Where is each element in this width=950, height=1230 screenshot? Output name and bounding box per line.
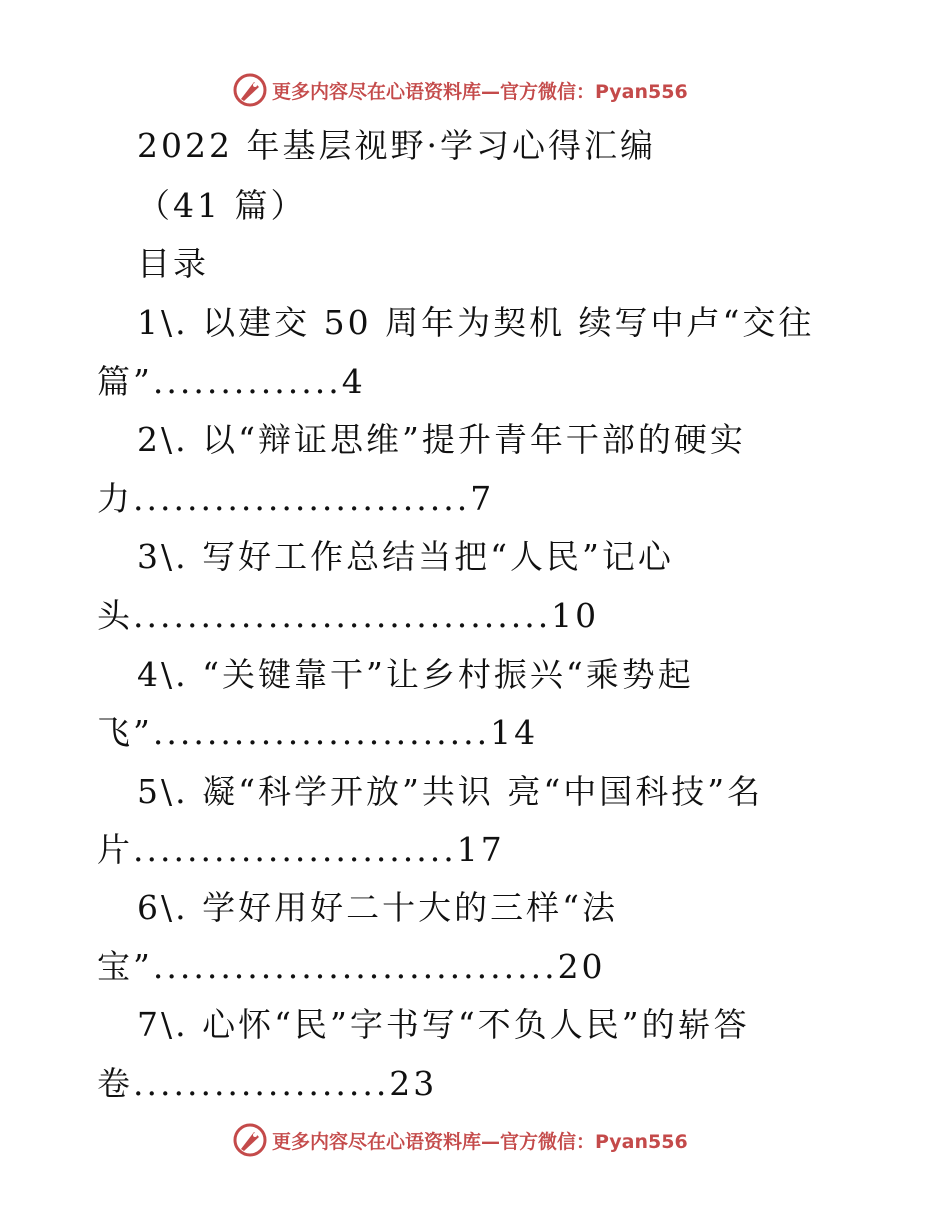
watermark-footer <box>232 1120 688 1160</box>
watermark-text: 更多内容尽在心语资料库—官方微信：Pyan556 <box>272 1130 688 1153</box>
toc-entry-3-page: 头...............................10 <box>97 596 600 635</box>
watermark-header <box>232 70 688 110</box>
pen-nib-circle-icon <box>232 72 268 108</box>
toc-heading: 目录 <box>137 244 209 283</box>
toc-entry-2-title: 2\. 以“辩证思维”提升青年干部的硬实 <box>137 420 746 459</box>
toc-entry-6-page: 宝”..............................20 <box>97 947 606 986</box>
toc-entry-5-title: 5\. 凝“科学开放”共识 亮“中国科技”名 <box>137 772 764 811</box>
toc-entry-1-page: 篇”..............4 <box>97 362 366 401</box>
toc-entry-7-page: 卷...................23 <box>97 1064 438 1103</box>
toc-entry-4-title: 4\. “关键靠干”让乡村振兴“乘势起 <box>137 655 694 694</box>
toc-entry-6-title: 6\. 学好用好二十大的三样“法 <box>137 888 618 927</box>
pen-nib-circle-icon <box>232 1122 268 1158</box>
toc-entry-5-page: 片........................17 <box>97 830 505 869</box>
toc-entry-3-title: 3\. 写好工作总结当把“人民”记心 <box>137 537 674 576</box>
toc-entry-1-title: 1\. 以建交 50 周年为契机 续写中卢“交往 <box>137 303 815 342</box>
toc-entry-4-page: 飞”.........................14 <box>97 713 539 752</box>
watermark-text: 更多内容尽在心语资料库—官方微信：Pyan556 <box>272 80 688 103</box>
document-title: 2022 年基层视野·学习心得汇编 <box>137 126 656 165</box>
document-subtitle: （41 篇） <box>137 186 307 225</box>
toc-entry-7-title: 7\. 心怀“民”字书写“不负人民”的崭答 <box>137 1005 750 1044</box>
toc-entry-2-page: 力.........................7 <box>97 479 495 518</box>
